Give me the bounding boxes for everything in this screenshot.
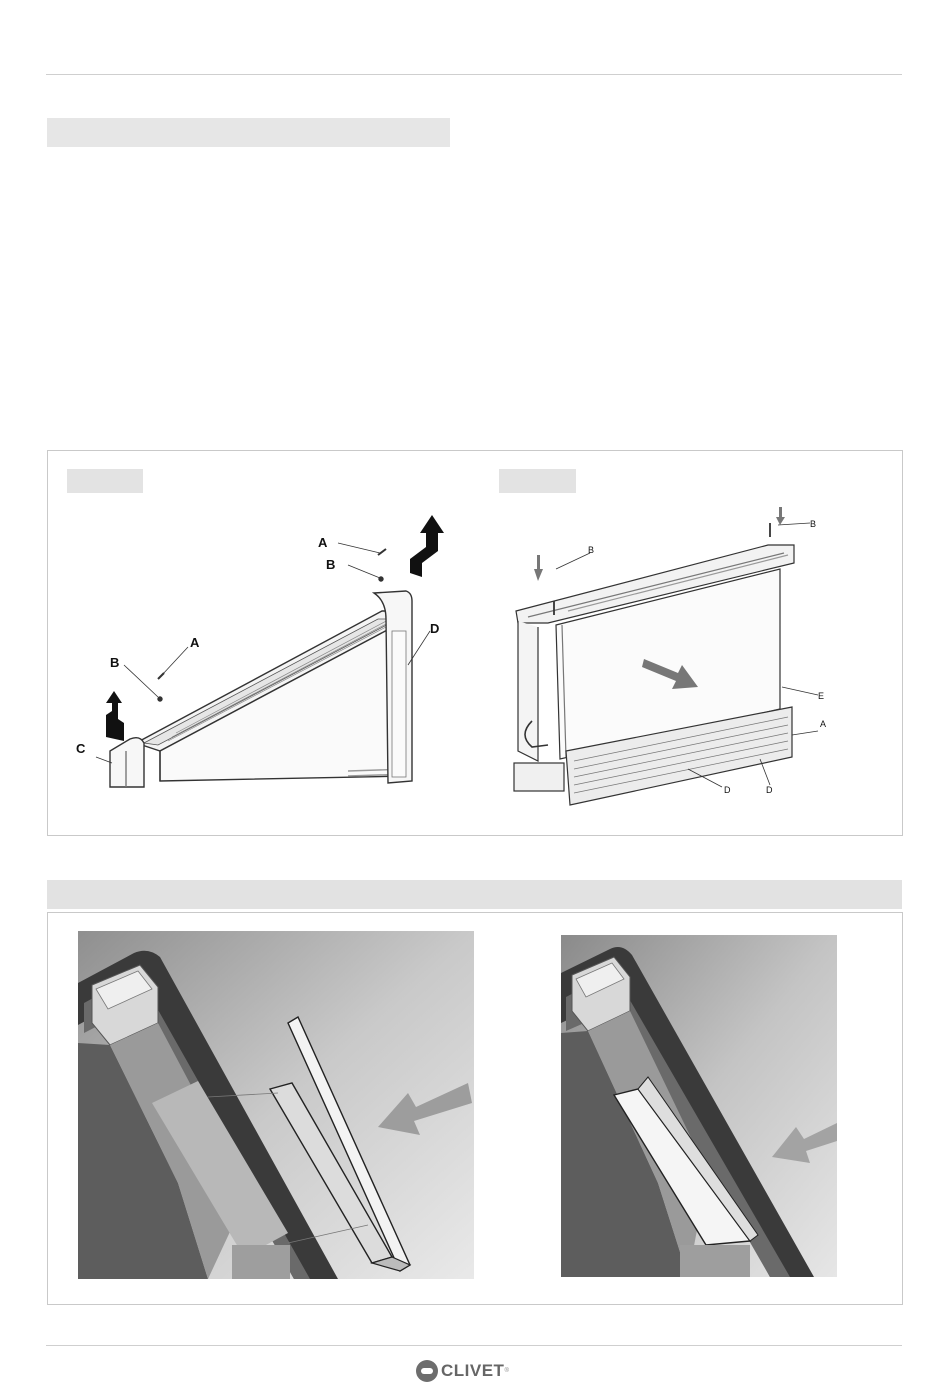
section-header-bar: [47, 880, 902, 909]
label-a-left: A: [190, 635, 200, 650]
label-a-right: A: [820, 719, 827, 729]
top-divider: [46, 74, 902, 75]
section-title-bar: [47, 118, 450, 147]
photo-panel: [47, 912, 903, 1305]
logo-mark-icon: [416, 1360, 438, 1382]
render-left: [78, 931, 474, 1279]
label-c: C: [76, 741, 86, 756]
label-b-top: B: [326, 557, 336, 572]
label-a-top: A: [318, 535, 328, 550]
bottom-divider: [46, 1345, 902, 1346]
brand-trademark: ®: [504, 1368, 509, 1374]
photo-renders: [48, 913, 902, 1304]
label-b-left: B: [110, 655, 120, 670]
label-b-right-right: B: [810, 519, 817, 529]
label-d: D: [430, 621, 440, 636]
figure-panel: [47, 450, 903, 836]
brand-name: CLIVET: [441, 1361, 505, 1380]
render-right: [561, 935, 837, 1277]
left-diagram: [48, 451, 902, 835]
brand-logo: [416, 1358, 536, 1384]
label-d-right-1: D: [724, 785, 731, 795]
label-e: E: [818, 691, 825, 701]
label-d-right-2: D: [766, 785, 773, 795]
label-b-right-left: B: [588, 545, 595, 555]
